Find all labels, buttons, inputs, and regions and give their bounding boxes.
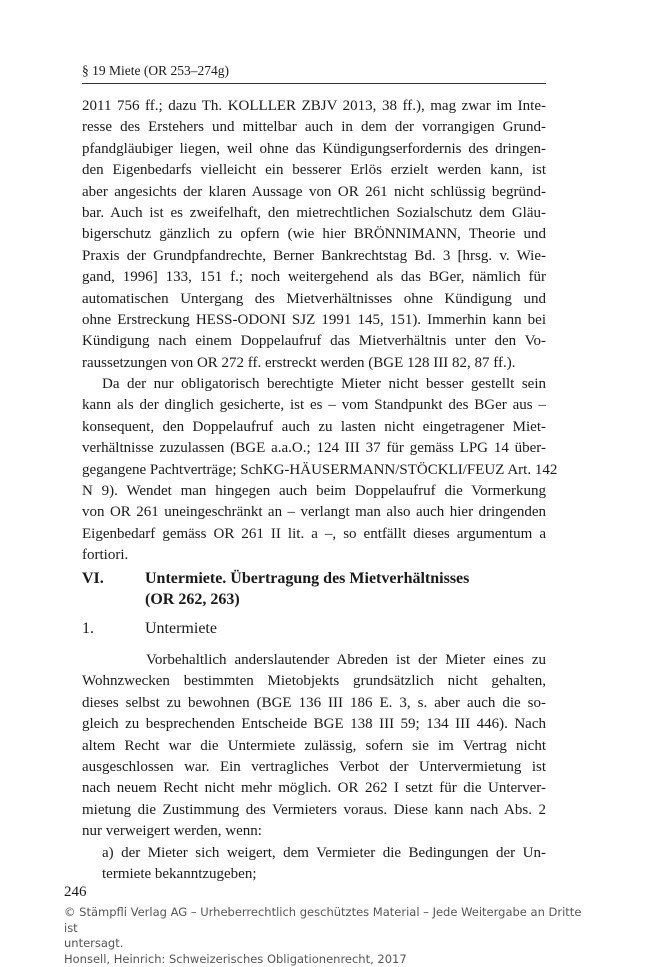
text-line: 2011 756 ff.; dazu Th. KOLLLER ZBJV 2013, 38 ff.), mag zwar im Inte- (82, 96, 546, 117)
text-line: kann als der dinglich gesicherte, ist es – vom Standpunkt des BGer aus – (82, 395, 546, 416)
text-line: pfandgläubiger liegen, weil ohne das Kündigungserfordernis des dringen- (82, 139, 546, 160)
text-line: resse des Erstehers und mittelbar auch in dem der vorrangigen Grund- (82, 117, 546, 138)
footer-line: untersagt. (64, 936, 584, 952)
subsection-title: Untermiete (145, 618, 217, 639)
section-title (145, 568, 469, 610)
page-number: 246 (64, 884, 87, 901)
text-line: Kündigung nach einem Doppelaufruf das Mietverhältnis unter den Vo- (82, 331, 546, 352)
text-line: bigerschutz gänzlich zu opfern (wie hier BRÖNNIMANN, Theorie und (82, 224, 546, 245)
text-line: Eigenbedarf gemäss OR 261 II lit. a –, so entfällt dieses argumentum a (82, 524, 546, 545)
text-line: mietung die Zustimmung des Vermieters voraus. Diese kann nach Abs. 2 (82, 800, 546, 821)
text-line: nur verweigert werden, wenn: (82, 821, 546, 842)
text-line: Wohnzwecken bestimmten Mietobjekts grundsätzlich nicht gehalten, (82, 671, 546, 692)
text-line: automatischen Untergang des Mietverhältnisses ohne Kündigung und (82, 289, 546, 310)
footer-line: Honsell, Heinrich: Schweizerisches Obligationenrecht, 2017 (64, 952, 584, 967)
text-line: altem Recht war die Untermiete zulässig, sofern sie im Vertrag nicht (82, 736, 546, 757)
text-line: fortiori. (82, 545, 546, 566)
text-line: Da der nur obligatorisch berechtigte Mieter nicht besser gestellt sein (82, 374, 546, 395)
paragraph-untermiete (82, 650, 546, 885)
section-title-line: (OR 262, 263) (145, 589, 469, 610)
section-number: VI. (82, 568, 104, 589)
subsection-number: 1. (82, 618, 94, 639)
text-line: den Eigenbedarfs vielleicht ein besserer Erlös erzielt werden kann, ist (82, 160, 546, 181)
list-item-a-line: a) der Mieter sich weigert, dem Vermieter die Bedingungen der Un- (82, 843, 546, 864)
text-line: verhältnisse zuzulassen (BGE a.a.O.; 124 III 37 für gemäss LPG 14 über- (82, 438, 546, 459)
list-item-a-line: termiete bekanntzugeben; (82, 864, 546, 885)
text-line: aber angesichts der klaren Aussage von OR 261 nicht schlüssig begründ- (82, 182, 546, 203)
text-line: ohne Erstreckung HESS-ODONI SJZ 1991 145, 151). Immerhin kann bei (82, 310, 546, 331)
text-line: Praxis der Grundpfandrechte, Berner Bankrechtstag Bd. 3 [hrsg. v. Wie- (82, 246, 546, 267)
header-rule (82, 83, 546, 84)
text-line: Vorbehaltlich anderslautender Abreden ist der Mieter eines zu (82, 650, 546, 671)
text-line: konsequent, den Doppelaufruf auch zu lasten nicht eingetragener Miet- (82, 417, 546, 438)
text-line: gleich zu besprechenden Entscheide BGE 138 III 59; 134 III 446). Nach (82, 714, 546, 735)
text-line: von OR 261 uneingeschränkt an – verlangt man also auch hier dringenden (82, 502, 546, 523)
running-head: § 19 Miete (OR 253–274g) (82, 62, 546, 80)
footer-line: © Stämpfli Verlag AG – Urheberrechtlich geschütztes Material – Jede Weitergabe an Dritte ist (64, 905, 584, 936)
text-line: N 9). Wendet man hingegen auch beim Doppelaufruf die Vormerkung (82, 481, 546, 502)
text-line: gegangene Pachtverträge; SchKG-HÄUSERMANN/STÖCKLI/FEUZ Art. 142 (82, 460, 546, 481)
text-line: raussetzungen von OR 272 ff. erstreckt werden (BGE 128 III 82, 87 ff.). (82, 353, 546, 374)
text-line: gand, 1996] 133, 151 f.; noch weitergehend als das BGer, nämlich für (82, 267, 546, 288)
main-text (82, 96, 546, 567)
section-title-line: Untermiete. Übertragung des Mietverhältnisses (145, 568, 469, 589)
copyright-footer (64, 905, 584, 967)
text-line: nach neuem Recht nicht mehr möglich. OR 262 I setzt für die Unterver- (82, 778, 546, 799)
text-line: dieses selbst zu bewohnen (BGE 136 III 186 E. 3, s. aber auch die so- (82, 693, 546, 714)
text-line: ausgeschlossen war. Ein vertragliches Verbot der Untervermietung ist (82, 757, 546, 778)
text-line: bar. Auch ist es zweifelhaft, den mietrechtlichen Sozialschutz dem Gläu- (82, 203, 546, 224)
